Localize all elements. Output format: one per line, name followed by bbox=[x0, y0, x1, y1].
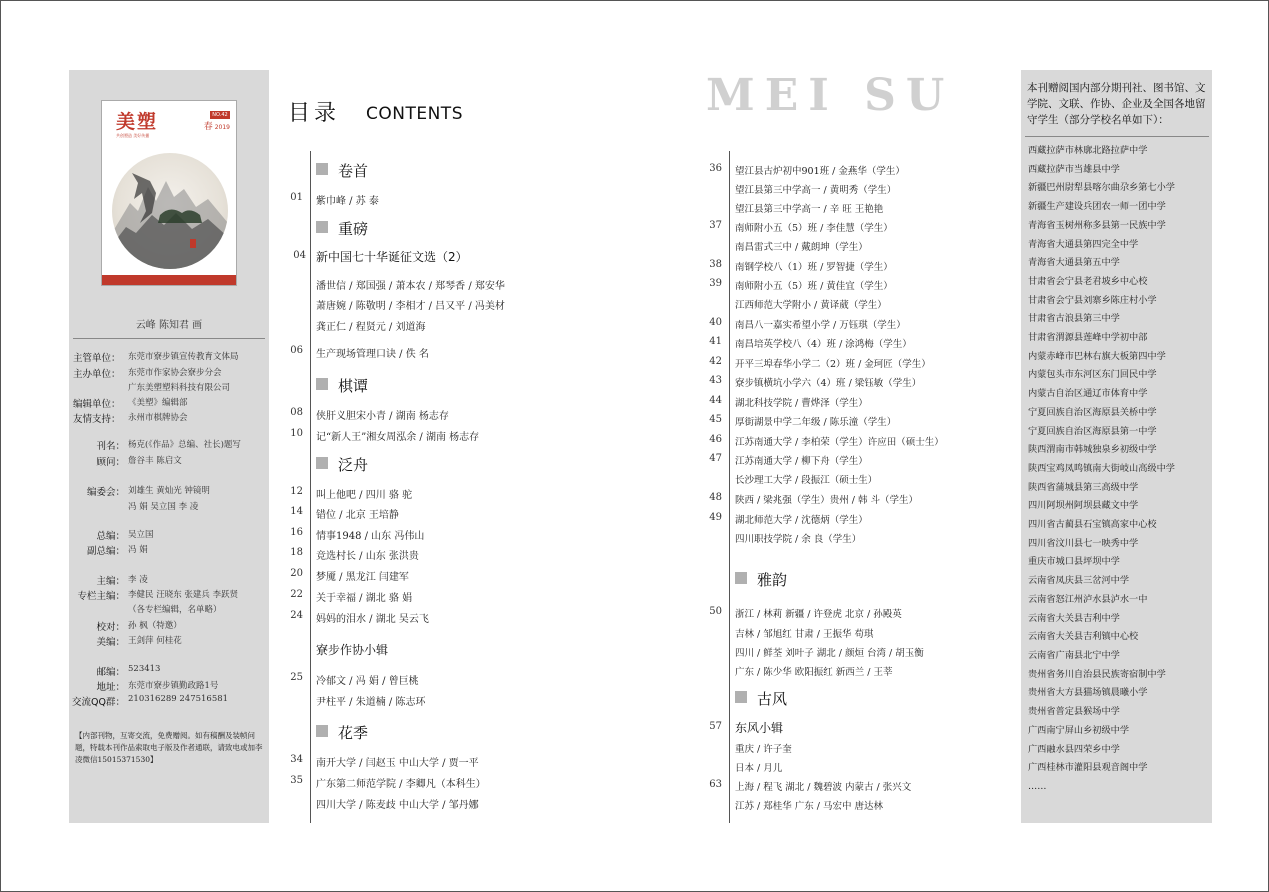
toc-entry[interactable]: 望江县第三中学高一 / 黄明秀（学生） bbox=[735, 185, 897, 196]
school-item: 贵州省普定县猴场中学 bbox=[1028, 706, 1120, 718]
toc-entry[interactable]: 开平三埠春华小学二（2）班 / 金珂匠（学生） bbox=[735, 359, 931, 370]
panel-divider bbox=[1025, 136, 1209, 137]
page-number: 47 bbox=[709, 453, 722, 464]
school-item: 西藏拉萨市当雄县中学 bbox=[1028, 163, 1120, 175]
toc-entry[interactable]: 情事1948 / 山东 冯伟山 bbox=[316, 531, 425, 542]
masthead-value: 李 凌 bbox=[128, 575, 148, 585]
masthead-value: 李健民 汪晓东 张建兵 李跃贤 bbox=[128, 590, 239, 600]
page-number: 37 bbox=[709, 220, 722, 231]
toc-entry[interactable]: 紫巾峰 / 苏 泰 bbox=[316, 196, 379, 207]
section-title: 雅韵 bbox=[757, 571, 788, 589]
masthead-label: 副总编： bbox=[86, 546, 125, 557]
cover-year bbox=[204, 119, 230, 132]
school-item: 甘肃省古浪县第三中学 bbox=[1028, 313, 1120, 325]
page-number: 06 bbox=[290, 345, 303, 356]
toc-entry[interactable]: 梦魇 / 黑龙江 闫建军 bbox=[316, 572, 409, 583]
cover-year-text: 2019 bbox=[214, 124, 230, 131]
toc-entry[interactable]: 记“新人王”湘女周泓余 / 湖南 杨志存 bbox=[316, 432, 480, 443]
toc-entry[interactable]: 上海 / 程飞 湖北 / 魏碧波 内蒙古 / 张兴文 bbox=[735, 782, 912, 793]
school-item: 广西桂林市灌阳县观音阁中学 bbox=[1028, 762, 1148, 774]
toc-entry[interactable]: 江苏南通大学 / 柳下舟（学生） bbox=[735, 456, 868, 467]
toc-entry[interactable]: 叫上他吧 / 四川 骆 驼 bbox=[316, 490, 413, 501]
section-marker bbox=[316, 457, 328, 469]
toc-entry[interactable]: 南开大学 / 闫赵玉 中山大学 / 贾一平 bbox=[316, 758, 479, 769]
toc-entry[interactable]: 望江县古炉初中901班 / 金燕华（学生） bbox=[735, 166, 905, 177]
school-item: 甘肃省会宁县老君坡乡中心校 bbox=[1028, 275, 1148, 287]
page-number: 10 bbox=[290, 428, 303, 439]
school-item: 云南省大关县吉利中学 bbox=[1028, 612, 1120, 624]
page-number: 38 bbox=[709, 259, 722, 270]
page-number: 48 bbox=[709, 492, 722, 503]
toc-entry[interactable]: 湖北科技学院 / 曹烨泽（学生） bbox=[735, 398, 868, 409]
school-item: 青海省大通县第五中学 bbox=[1028, 257, 1120, 269]
toc-entry[interactable]: 广东 / 陈少华 欧阳振红 新西兰 / 王莘 bbox=[735, 667, 893, 678]
column-rule bbox=[310, 151, 311, 823]
magazine-cover bbox=[101, 100, 237, 286]
masthead-label: 交流QQ群： bbox=[72, 697, 125, 708]
page-title: 目录 bbox=[288, 101, 341, 126]
school-item: 陕西渭南市韩城独泉乡初级中学 bbox=[1028, 444, 1157, 456]
toc-entry[interactable]: 四川职技学院 / 余 良（学生） bbox=[735, 534, 862, 545]
toc-entry[interactable]: 南昌培英学校八（4）班 / 涂鸿梅（学生） bbox=[735, 339, 912, 350]
masthead-label: 美编： bbox=[96, 637, 125, 648]
cover-logo: 美塑 bbox=[116, 111, 159, 133]
toc-entry[interactable]: 四川大学 / 陈麦歧 中山大学 / 邹丹娜 bbox=[316, 800, 479, 811]
cover-header bbox=[102, 101, 236, 145]
school-item: 宁夏回族自治区海原县第一中学 bbox=[1028, 425, 1157, 437]
page-number: 04 bbox=[293, 250, 306, 261]
toc-entry[interactable]: 厚街湖景中学二年级 / 陈乐潼（学生） bbox=[735, 417, 897, 428]
masthead-label: 主办单位： bbox=[73, 369, 121, 380]
section-marker bbox=[316, 725, 328, 737]
distribution-panel bbox=[1021, 70, 1212, 823]
toc-entry[interactable]: 关于幸福 / 湖北 骆 娟 bbox=[316, 593, 413, 604]
school-item: 四川省古蔺县石宝镇高家中心校 bbox=[1028, 519, 1157, 531]
masthead-label: 编辑单位： bbox=[73, 399, 121, 410]
toc-entry[interactable]: 南师附小五（5）班 / 黄佳宜（学生） bbox=[735, 281, 893, 292]
masthead-value: 210316289 247516581 bbox=[128, 694, 229, 704]
masthead-panel bbox=[69, 70, 269, 823]
toc-entry[interactable]: 南昌八一嘉实希望小学 / 万钰琪（学生） bbox=[735, 320, 906, 331]
toc-entry[interactable]: 江西师范大学附小 / 黄译葳（学生） bbox=[735, 300, 887, 311]
masthead-value: 东莞市作家协会寮步分会 bbox=[128, 368, 222, 378]
page-number: 25 bbox=[290, 672, 303, 683]
cover-season: 春 bbox=[203, 122, 213, 132]
masthead-value: 冯 娟 吴立国 李 凌 bbox=[128, 502, 199, 512]
page-number: 63 bbox=[709, 779, 722, 790]
cover-caption: 云峰 陈知君 画 bbox=[135, 320, 203, 331]
school-item: 贵州省务川自治县民族寄宿制中学 bbox=[1028, 668, 1166, 680]
toc-entry[interactable]: 陕西 / 梁兆强（学生）贵州 / 韩 斗（学生） bbox=[735, 495, 919, 506]
school-item: 甘肃省会宁县刘寨乡陈庄村小学 bbox=[1028, 294, 1157, 306]
school-item: 云南省广南县北宁中学 bbox=[1028, 649, 1120, 661]
toc-entry[interactable]: 吉林 / 邹旭红 甘肃 / 王振华 苟琪 bbox=[735, 629, 874, 640]
cover-slogan: 共创塑造 美好传播 bbox=[116, 133, 150, 138]
toc-entry[interactable]: 尹柱平 / 朱道楠 / 陈志环 bbox=[316, 697, 426, 708]
section-marker bbox=[735, 572, 747, 584]
toc-entry[interactable]: 龚正仁 / 程贤元 / 刘道海 bbox=[316, 322, 426, 333]
notice-text: 【内部刊物，互寄交流，免费赠阅。如有稿酬及装帧问题，特载本刊作品索取电子版及作者通联，请致电或加李凌微信15015371530】 bbox=[75, 731, 263, 764]
school-item: 陕西省蒲城县第三高级中学 bbox=[1028, 481, 1139, 493]
toc-entry[interactable]: 四川 / 鲜荃 刘叶子 湖北 / 颜烜 台湾 / 胡玉衡 bbox=[735, 648, 924, 659]
masthead-label: 地址： bbox=[96, 682, 125, 693]
cover-painting bbox=[112, 153, 228, 269]
masthead-value: 吴立国 bbox=[128, 530, 154, 540]
page-number: 01 bbox=[290, 192, 303, 203]
page-number: 45 bbox=[709, 414, 722, 425]
school-item: 四川阿坝州阿坝县藏文中学 bbox=[1028, 500, 1139, 512]
school-item: 新疆生产建设兵团农一师一团中学 bbox=[1028, 201, 1166, 213]
page-number: 08 bbox=[290, 407, 303, 418]
masthead-label: 校对： bbox=[96, 622, 125, 633]
section-title: 卷首 bbox=[338, 162, 369, 180]
school-item: 四川省汶川县七一映秀中学 bbox=[1028, 537, 1139, 549]
toc-entry[interactable]: 新中国七十华诞征文选（2） bbox=[316, 250, 468, 264]
distribution-intro: 本刊赠阅国内部分期刊社、图书馆、文学院、文联、作协、企业及全国各地留守学生（部分学校名单如下）： bbox=[1027, 82, 1206, 126]
page-number: 34 bbox=[290, 754, 303, 765]
school-item: 内蒙古自治区通辽市体育中学 bbox=[1028, 388, 1148, 400]
school-item: 内蒙赤峰市巴林右旗大板第四中学 bbox=[1028, 350, 1166, 362]
cover-issue-badge: NO.42 bbox=[210, 111, 230, 119]
school-list bbox=[1028, 142, 1212, 797]
section-marker bbox=[735, 691, 747, 703]
page-number: 50 bbox=[709, 606, 722, 617]
school-item: 宁夏回族自治区海原县关桥中学 bbox=[1028, 406, 1157, 418]
masthead-label: 主管单位： bbox=[73, 353, 121, 364]
toc-entry[interactable]: 妈妈的泪水 / 湖北 吴云飞 bbox=[316, 614, 429, 625]
toc-entry[interactable]: 南钢学校八（1）班 / 罗智捷（学生） bbox=[735, 262, 893, 273]
section-marker bbox=[316, 378, 328, 390]
masthead-value: 《美塑》编辑部 bbox=[128, 398, 188, 408]
school-item: 青海省玉树州称多县第一民族中学 bbox=[1028, 219, 1166, 231]
school-item: 重庆市城口县坪坝中学 bbox=[1028, 556, 1120, 568]
masthead-value: 王剑萍 何桂花 bbox=[128, 636, 182, 646]
school-item: …… bbox=[1028, 780, 1047, 792]
masthead-value: 孙 枫（特邀） bbox=[128, 621, 182, 631]
page-number: 36 bbox=[709, 163, 722, 174]
masthead-label: 总编： bbox=[96, 531, 125, 542]
toc-entry[interactable]: 望江县第三中学高一 / 辛 旺 王艳艳 bbox=[735, 204, 884, 215]
toc-entry[interactable]: 错位 / 北京 王培静 bbox=[316, 510, 399, 521]
masthead-value: 东莞市寮步镇宣传教育文体局 bbox=[128, 352, 239, 362]
school-item: 西藏拉萨市林廓北路拉萨中学 bbox=[1028, 145, 1148, 156]
cover-bottom-bar bbox=[102, 275, 236, 285]
masthead-value: （各专栏编辑，名单略） bbox=[128, 605, 222, 615]
toc-entry[interactable]: 萧唐婉 / 陈敬明 / 李相才 / 吕又平 / 冯美材 bbox=[316, 301, 505, 312]
school-item: 广西融水县四荣乡中学 bbox=[1028, 743, 1120, 755]
masthead-value: 刘雄生 黄灿光 钟镜明 bbox=[128, 486, 210, 496]
page-number: 20 bbox=[290, 568, 303, 579]
section-title: 泛舟 bbox=[338, 456, 369, 474]
masthead-label: 主编： bbox=[96, 576, 125, 587]
masthead-value: 杨克(《作品》总编、社长)题写 bbox=[128, 440, 241, 450]
masthead-value: 永州市棋牌协会 bbox=[128, 413, 188, 423]
toc-entry[interactable]: 冷郁文 / 冯 娟 / 曾巨桃 bbox=[316, 676, 419, 687]
masthead-label: 邮编： bbox=[96, 667, 125, 678]
toc-entry[interactable]: 长沙理工大学 / 段振江（硕士生） bbox=[735, 475, 878, 486]
masthead-label: 编委会： bbox=[86, 487, 125, 498]
page-number: 46 bbox=[709, 434, 722, 445]
section-title: 花季 bbox=[338, 724, 369, 742]
toc-entry[interactable]: 竞选村长 / 山东 张洪贵 bbox=[316, 551, 419, 562]
masthead-label: 刊名： bbox=[96, 441, 125, 452]
masthead-value: 广东美塑塑料科技有限公司 bbox=[128, 383, 231, 393]
toc-entry[interactable]: 侠肝义胆宋小青 / 湖南 杨志存 bbox=[316, 411, 449, 422]
school-item: 青海省大通县第四完全中学 bbox=[1028, 238, 1139, 250]
section-title: 重磅 bbox=[338, 220, 369, 238]
page-number: 57 bbox=[709, 721, 722, 732]
toc-entry[interactable]: 潘世信 / 郑国强 / 萧本农 / 郑琴香 / 郑安华 bbox=[316, 281, 505, 292]
page-number: 44 bbox=[709, 395, 722, 406]
toc-entry[interactable]: 日本 / 月儿 bbox=[735, 763, 783, 774]
page-number: 43 bbox=[709, 375, 722, 386]
school-item: 广西南宁屏山乡初级中学 bbox=[1028, 724, 1130, 736]
page-number: 49 bbox=[709, 512, 722, 523]
column-rule bbox=[729, 151, 730, 823]
page-number: 41 bbox=[709, 336, 722, 347]
masthead-label: 友情支持： bbox=[73, 414, 121, 425]
section-marker bbox=[316, 221, 328, 233]
page-number: 14 bbox=[290, 506, 303, 517]
toc-entry[interactable]: 南师附小五（5）班 / 李佳慧（学生） bbox=[735, 223, 893, 234]
toc-entry[interactable]: 生产现场管理口诀 / 佚 名 bbox=[316, 349, 429, 360]
school-item: 内蒙包头市东河区东门回民中学 bbox=[1028, 369, 1157, 381]
toc-entry[interactable]: 东风小辑 bbox=[735, 721, 784, 735]
toc-entry[interactable]: 广东第二师范学院 / 李卿凡（本科生） bbox=[316, 779, 486, 790]
toc-entry[interactable]: 重庆 / 许子奎 bbox=[735, 744, 792, 755]
toc-entry[interactable]: 南昌雷式三中 / 戴朗坤（学生） bbox=[735, 242, 868, 253]
page-number: 22 bbox=[290, 589, 303, 600]
masthead-value: 詹谷丰 陈启文 bbox=[128, 456, 182, 466]
section-title: 古风 bbox=[757, 690, 788, 708]
page-number: 42 bbox=[709, 356, 722, 367]
school-item: 陕西宝鸡凤鸣镇南大街岐山高级中学 bbox=[1028, 462, 1175, 474]
toc-subseries: 寮步作协小辑 bbox=[316, 643, 389, 657]
mountain-painting-icon bbox=[112, 153, 228, 269]
page-number: 12 bbox=[290, 486, 303, 497]
page-number: 24 bbox=[290, 610, 303, 621]
page-number: 39 bbox=[709, 278, 722, 289]
section-marker bbox=[316, 163, 328, 175]
page-number: 16 bbox=[290, 527, 303, 538]
school-item: 云南省怒江州泸水县泸水一中 bbox=[1028, 593, 1148, 605]
school-item: 云南省大关县吉利镇中心校 bbox=[1028, 631, 1139, 643]
toc-entry[interactable]: 浙江 / 林莉 新疆 / 许登虎 北京 / 孙殿英 bbox=[735, 609, 902, 620]
page-title-en: CONTENTS bbox=[366, 104, 463, 124]
masthead-value: 523413 bbox=[128, 664, 161, 674]
school-item: 云南省凤庆县三岔河中学 bbox=[1028, 575, 1130, 587]
masthead-value: 东莞市寮步镇勤政路1号 bbox=[128, 681, 219, 691]
toc-entry[interactable]: 江苏南通大学 / 李柏荣（学生）许应田（硕士生） bbox=[735, 437, 944, 448]
panel-divider bbox=[73, 338, 265, 339]
masthead-label: 专栏主编： bbox=[77, 591, 125, 602]
page-number: 18 bbox=[290, 547, 303, 558]
school-item: 甘肃省渭源县莲峰中学初中部 bbox=[1028, 332, 1148, 344]
toc-entry[interactable]: 江苏 / 郑桂华 广东 / 马宏中 唐达林 bbox=[735, 801, 884, 812]
brand-watermark: MEI SU bbox=[706, 70, 955, 121]
toc-entry[interactable]: 湖北师范大学 / 沈德炳（学生） bbox=[735, 515, 868, 526]
masthead-value: 冯 娟 bbox=[128, 545, 148, 555]
page-number: 40 bbox=[709, 317, 722, 328]
page-number: 35 bbox=[290, 775, 303, 786]
school-item: 贵州省大方县猫场镇晨曦小学 bbox=[1028, 687, 1148, 699]
section-title: 棋谭 bbox=[338, 377, 369, 395]
toc-entry[interactable]: 寮步镇横坑小学六（4）班 / 梁钰敏（学生） bbox=[735, 378, 922, 389]
school-item: 新疆巴州尉犁县喀尔曲尕乡第七小学 bbox=[1028, 182, 1175, 194]
masthead-label: 顾问： bbox=[96, 457, 125, 468]
